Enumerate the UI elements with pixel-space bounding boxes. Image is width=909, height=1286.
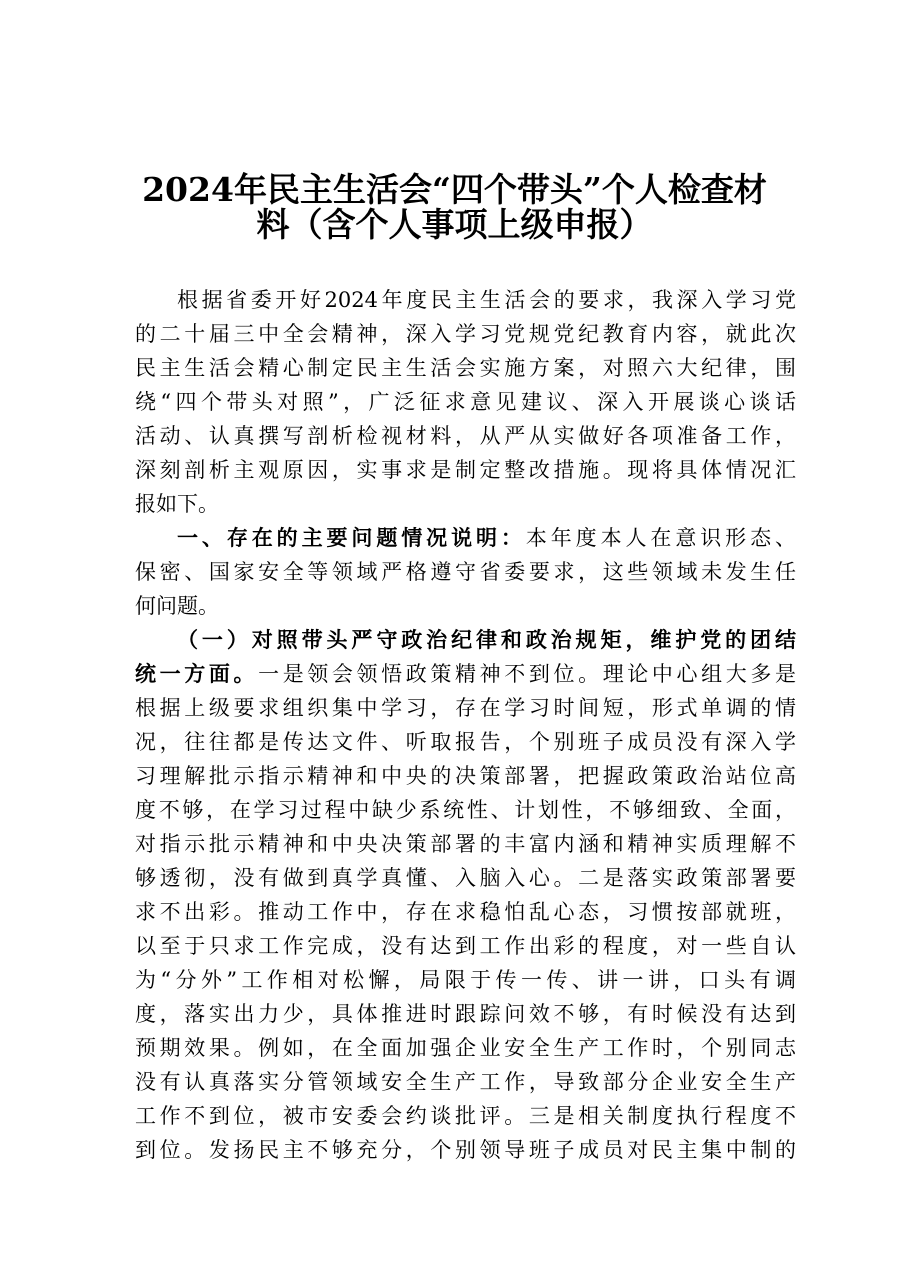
- paragraph-line: 预期效果。例如，在全面加强企业安全生产工作时，个别同志: [135, 1036, 796, 1060]
- paragraph-line: 深刻剖析主观原因，实事求是制定整改措施。现将具体情况汇: [135, 458, 796, 482]
- paragraph-line: 绕“四个带头对照”，广泛征求意见建议、深入开展谈心谈话: [135, 390, 796, 414]
- title-text-2: 料（含个人事项上级申报）: [256, 205, 653, 244]
- paragraph-line: 度，落实出力少，具体推进时跟踪问效不够，有时候没有达到: [135, 1002, 796, 1026]
- section-heading-line: [135, 521, 796, 555]
- paragraph-line: 活动、认真撰写剖析检视材料，从严从实做好各项准备工作，: [135, 424, 796, 448]
- document-body: [135, 283, 810, 1167]
- paragraph-line: 民主生活会精心制定民主生活会实施方案，对照六大纪律，围: [135, 356, 796, 380]
- paragraph-line: 没有认真落实分管领域安全生产工作，导致部分企业安全生产: [135, 1070, 796, 1094]
- paragraph-line: 习理解批示指示精神和中央的决策部署，把握政策政治站位高: [135, 764, 796, 788]
- subsection-heading-line: （一）对照带头严守政治纪律和政治规矩，维护党的团结: [177, 627, 796, 652]
- paragraph-line: 够透彻，没有做到真学真懂、入脑入心。二是落实政策部署要: [135, 866, 796, 890]
- paragraph-line: 保密、国家安全等领域严格遵守省委要求，这些领域未发生任: [135, 560, 796, 584]
- paragraph-text: 本年度本人在意识形态、: [525, 526, 796, 550]
- paragraph-line: 度不够，在学习过程中缺少系统性、计划性，不够细致、全面，: [135, 798, 796, 822]
- paragraph-line: 根据上级要求组织集中学习，存在学习时间短，形式单调的情: [135, 696, 796, 720]
- paragraph-line: 况，往往都是传达文件、听取报告，个别班子成员没有深入学: [135, 730, 796, 754]
- paragraph-line: 以至于只求工作完成，没有达到工作出彩的程度，对一些自认: [135, 934, 796, 958]
- paragraph-line: 求不出彩。推动工作中，存在求稳怕乱心态，习惯按部就班，: [135, 900, 796, 924]
- paragraph-line: 的二十届三中全会精神，深入学习党规党纪教育内容，就此次: [135, 322, 796, 346]
- paragraph-line: 为“分外”工作相对松懈，局限于传一传、讲一讲，口头有调: [135, 968, 796, 992]
- paragraph-line: 何问题。: [135, 594, 219, 618]
- subsection-heading-line-2: [135, 657, 796, 691]
- subsection-heading: 统一方面。: [135, 661, 259, 686]
- paragraph-line: 根据省委开好2024年度民主生活会的要求，我深入学习党: [177, 288, 796, 312]
- document-title-line-2: [110, 199, 799, 246]
- paragraph-text: 一是领会领悟政策精神不到位。理论中心组大多是: [258, 662, 796, 686]
- paragraph-line: 对指示批示精神和中央决策部署的丰富内涵和精神实质理解不: [135, 832, 796, 856]
- paragraph-line: 报如下。: [135, 492, 219, 516]
- title-text-1: 2024年民主生活会“四个带头”个人检查材: [142, 170, 767, 209]
- paragraph-line: 到位。发扬民主不够充分，个别领导班子成员对民主集中制的: [135, 1138, 796, 1162]
- paragraph-line: 工作不到位，被市安委会约谈批评。三是相关制度执行程度不: [135, 1104, 796, 1128]
- section-heading: 一、存在的主要问题情况说明：: [177, 526, 526, 550]
